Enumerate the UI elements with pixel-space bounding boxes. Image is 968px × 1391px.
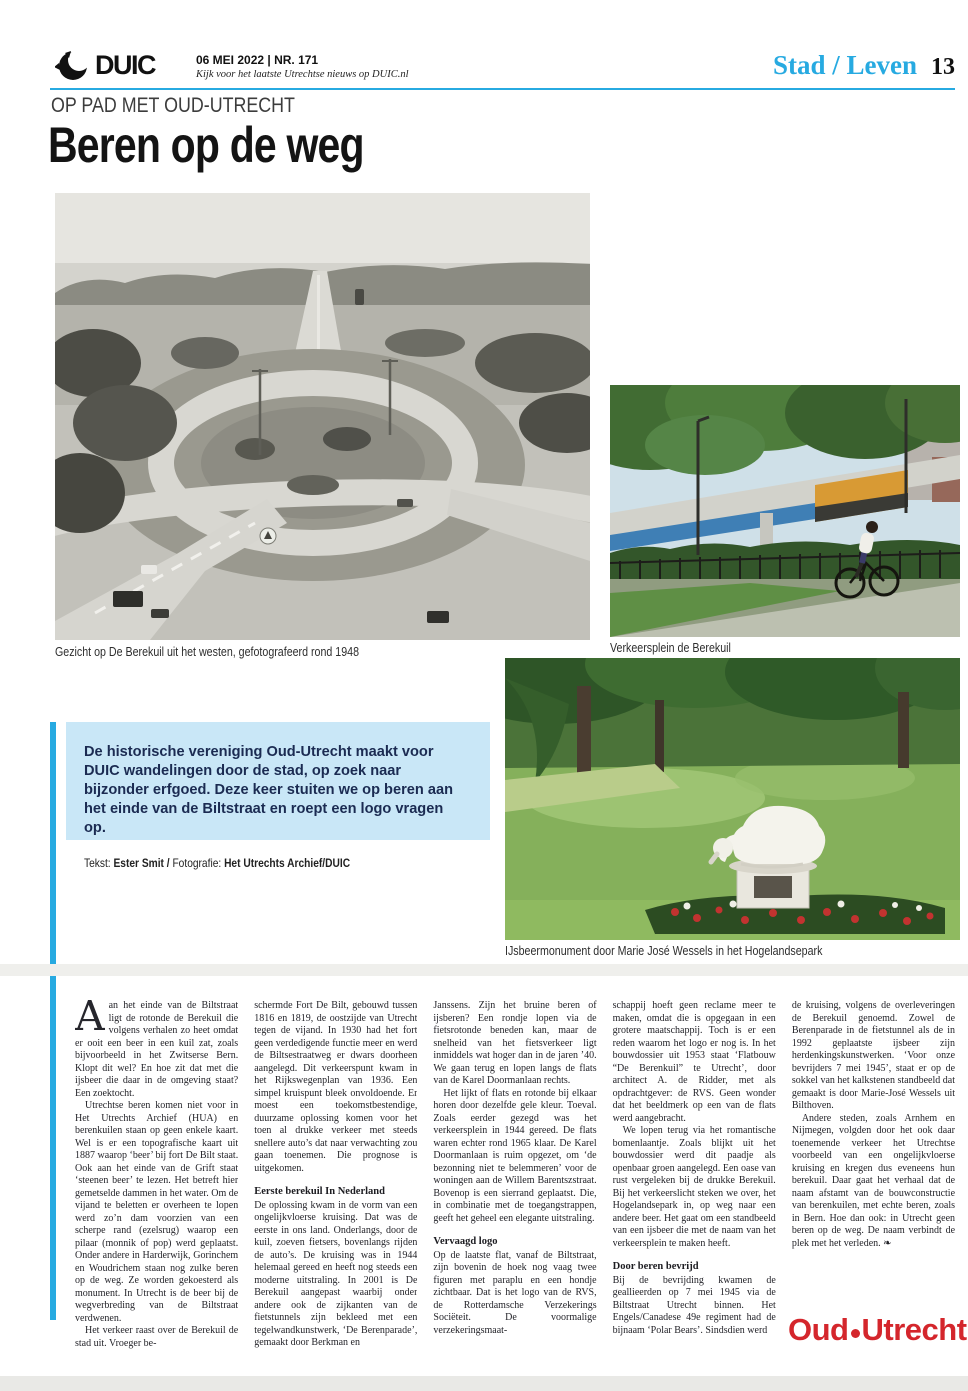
- headline: Beren op de weg: [48, 117, 364, 173]
- byline: [84, 856, 397, 870]
- photo-ijsbeermonument: [505, 658, 960, 940]
- article-subhead: Eerste berekuil In Nederland: [254, 1186, 385, 1197]
- dropcap: A: [75, 1000, 105, 1040]
- article-paragraph: De oplossing kwam in de vorm van een ongelijkvloerse kruising. Dat was de eerste in ons land. Onderlangs, door de kuil, zoeven fietsers, bovenlangs rijden de auto’s. De kruising was in 1944 helemaal gereed en heeft nog steeds een moderne uitstraling. In 2001 is De Berekuil aangepast waarbij onder andere ook de zijkanten van de fietstunnels zijn bekleed met een tegelwandkunstwerk, ‘De Berenparade’, gemaakt door Berkman en: [254, 1199, 418, 1348]
- cyclist-photo-illustration: [610, 385, 960, 637]
- article-column-1: [75, 1000, 238, 1378]
- article-paragraph: de kruising, volgens de overleveringen de Berekuil genoemd. Zowel de Berenparade in de fietstunnel als de in 1992 geplaatste ijsbeer zijn herdenkingskunstwerken. ‘Voor onze bevrijders 7 mei 1945’, staat er op de sokkel van het kalkstenen standbeeld dat gemaakt is door Marie-José Wessels uit Bilthoven.: [791, 1000, 956, 1111]
- article-paragraph: We lopen terug via het romantische bomenlaantje. Zoals blijkt uit het bouwdossier werd dit paadje als openbaar groen aangelegd. Een oase van rust vergeleken bij de drukke Berekuil. Bij het verkeerslicht steken we over, het Hogelandsepark in, op weg naar een andere beer. Het gaat om een standbeeld van een ijsbeer die met de naam van het verkeersplein te maken heeft.: [612, 1125, 776, 1249]
- photo-verkeersplein: [610, 385, 960, 637]
- byline-photo-credit: Het Utrechts Archief/DUIC: [224, 856, 351, 870]
- article-column-4: [613, 1000, 776, 1378]
- article-column-2: [254, 1000, 417, 1378]
- section-header: [773, 50, 955, 81]
- cyclist-photo-caption: Verkeersplein de Berekuil: [610, 640, 731, 655]
- article-paragraph: Bij de bevrijding kwamen de geallieerden op 7 mei 1945 via de Biltstraat Utrecht binnen. Het Engels/Canadese 49e regiment had de bijnaam ‘Polar Bears’. Sindsdien werd: [612, 1274, 776, 1336]
- issue-date: 06 MEI 2022 | NR. 171: [196, 53, 319, 67]
- page-number: 13: [931, 54, 955, 80]
- article-paragraph: Aan het einde van de Biltstraat ligt de rotonde de Berekuil die volgens verhalen zo heet omdat er ooit een beer in een kuil zat, zoals bijvoorbeeld in het Zwitserse Bern. Klopt dit wel? En hoe zit dat met die ijsbeer die daar in de omgeving staat? Een zoektocht.: [75, 1000, 239, 1099]
- article-subhead: Door beren bevrijd: [612, 1261, 699, 1272]
- article-column-3: [433, 1000, 596, 1378]
- byline-photo-label: Fotografie:: [172, 856, 222, 870]
- intro-text: De historische vereniging Oud-Utrecht maakt voor DUIC wandelingen door de stad, op zoek naar bijzonder erfgoed. Deze keer stuiten we op beren aan het einde van de Biltstraat en roept een logo vragen op.: [84, 744, 453, 836]
- issue-info: [196, 53, 409, 81]
- article-paragraph: Andere steden, zoals Arnhem en Nijmegen, volgden door het ook daar toenemende verkeer het Utrechtse voorbeeld van een ongelijkvloerse kruising en kregen dus eveneens hun berekuil. Daar gaat het verhaal dat de naam afstamt van de bouwconstructie van berenkuilen, met echte beren, zoals in Bern. Hoe dan ook: in Utrecht geen beren op de weg. De naam verbindt de plek met het verleden. ❧: [791, 1112, 956, 1249]
- kicker: OP PAD MET OUD-UTRECHT: [51, 94, 295, 117]
- accent-bar: [50, 722, 56, 1320]
- article-paragraph: Het verkeer raast over de Berekuil de stad uit. Vroeger be-: [75, 1325, 239, 1349]
- brand-wordmark: DUIC: [95, 50, 155, 80]
- article-paragraph: Het lijkt of flats en rotonde bij elkaar horen door dezelfde gele kleur. Toeval. Zoals eerder gezegd was het verkeersplein in 1944 gereed. De flats waren echter rond 1965 klaar. De Karel Doormanlaan is ruim opgezet, om ‘de bezonning niet te belemmeren’ voor de woningen aan de Willem Barentszstraat. Bovenop is een sierrand geplaatst. Die, in combinatie met de toegangstrappen, geeft het geheel een elegante uitstraling.: [433, 1087, 597, 1224]
- brand-logo: [55, 50, 155, 81]
- intro-box: [66, 722, 490, 840]
- page-bottom-edge: [0, 1376, 968, 1391]
- bear-photo-illustration: [505, 658, 960, 940]
- article-paragraph: schermde Fort De Bilt, gebouwd tussen 1816 en 1819, de oostzijde van Utrecht tegen de vijand. In 1930 had het fort geen verdedigende functie meer en werd de Biltsestraatweg er dwars doorheen aangelegd. Dit verkeerspunt kwam in het Rijkswegenplan van 1936. Een simpel kruispunt bleek onvoldoende. Er moest een toekomstbestendige, duurzame oplossing komen voor het toen al drukke verkeer met steeds snellere auto’s dat naar verwachting zou gaan toenemen. Die prognose is uitgekomen.: [254, 1000, 418, 1174]
- article-paragraph: Op de laatste flat, vanaf de Biltstraat, zijn bovenin de hoek nog vaag twee figuren met paraplu en een hondje zichtbaar. Dat is het logo van de RVS, de Rotterdamsche Verzekerings Sociëteit. De voormalige verzekeringsmaat-: [433, 1249, 597, 1336]
- article-paragraph: Janssens. Zijn het bruine beren of ijsberen? Een rondje lopen via de fietsrotonde beneden kan, maar de snelheid van het fietsverkeer ligt inmiddels wat hoger dan in de jaren ’40. We gaan terug en lopen langs de flats van de Karel Doormanlaan rechts.: [433, 1000, 597, 1086]
- section-divider-band: [0, 964, 968, 976]
- byline-label: Tekst:: [84, 856, 111, 870]
- article-subhead: Vervaagd logo: [433, 1236, 498, 1247]
- logo-dot-icon: [851, 1329, 860, 1338]
- main-photo-caption: Gezicht op De Berekuil uit het westen, gefotografeerd rond 1948: [55, 644, 360, 659]
- brand-tagline: Kijk voor het laatste Utrechtse nieuws op DUIC.nl: [196, 69, 409, 80]
- bear-photo-caption: IJsbeermonument door Marie José Wessels in het Hogelandsepark: [505, 943, 823, 958]
- article-paragraph: Utrechtse beren komen niet voor in Het Utrechts Archief (HUA) en berenkuilen staan op geen enkele kaart. Wel is er een topografische kaart uit 1887 waarop ‘beer’ bij fort De Bilt staat. Ook aan het einde van de Grift staat ‘steenen beer’ te lezen. Het betreft hier gemetselde dammen in het water. Om de vijand te beletten er overheen te lopen werd zo’n dam voorzien van een scherpe rand (ezelsrug) waarop een pilaar (monnik of pop) werd geplaatst. Onder andere in Harderwijk, Gorinchem en Woudrichem staan nog zulke beren op de weg. Ze worden gekoesterd als monument. In Utrecht is de beer bij de wegverbreding van de Biltstraat verdwenen.: [75, 1100, 239, 1324]
- main-photo-berekuil-1948: [55, 193, 590, 640]
- oud-utrecht-logo: Oud Utrecht: [788, 1312, 967, 1347]
- header-divider: [50, 88, 955, 90]
- duic-bird-icon: [55, 50, 89, 81]
- article-paragraph: schappij hoeft geen reclame meer te maken, omdat die is opgegaan in een grotere maatschappij. Toch is er een reden waarom het logo er nog is. In het bouwdossier uit 1953 staat ‘Flatbouw “De Berenkuil” te Utrecht’, door architect A. de Ridder, met als opdrachtgever: de RVS. Geen wonder dat het beeldmerk op een van de flats werd aangebracht.: [612, 1000, 776, 1124]
- byline-author: Ester Smit /: [113, 856, 170, 870]
- section-title: Stad / Leven: [772, 50, 917, 80]
- main-photo-illustration: [55, 193, 590, 640]
